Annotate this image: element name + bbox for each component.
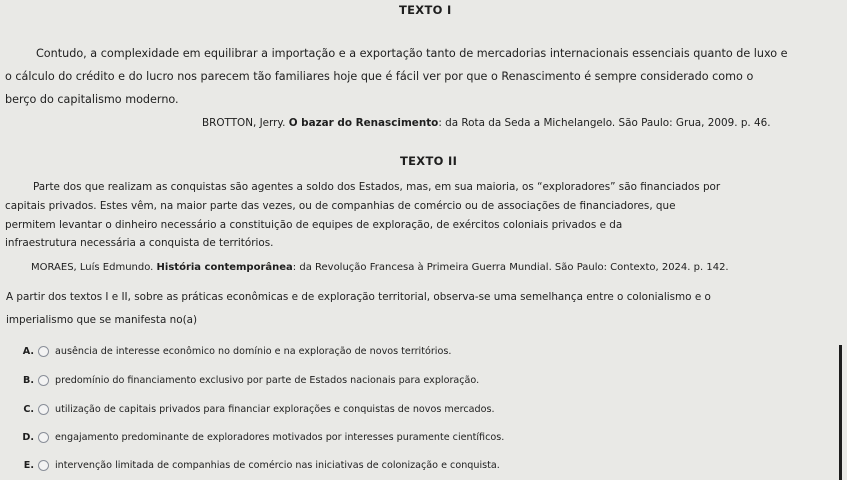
texto-1-line: berço do capitalismo moderno.: [5, 93, 179, 106]
radio-bubble-icon[interactable]: [38, 346, 49, 357]
radio-bubble-icon[interactable]: [38, 375, 49, 386]
question-stem-line: imperialismo que se manifesta no(a): [6, 314, 198, 326]
question-stem-line: A partir dos textos I e II, sobre as práticas econômicas e de exploração territorial, observa-se uma semelhança entre o colonialismo e o: [6, 291, 711, 303]
reference-details: : da Revolução Francesa à Primeira Guerra Mundial. São Paulo: Contexto, 2024. p. 142.: [292, 262, 729, 273]
option-d[interactable]: [14, 430, 504, 444]
option-e[interactable]: [14, 458, 500, 472]
radio-bubble-icon[interactable]: [38, 432, 49, 443]
texto-2-title: TEXTO II: [400, 154, 458, 168]
reference-title: História contemporânea: [156, 262, 293, 273]
option-text: ausência de interesse econômico no domínio e na exploração de novos territórios.: [55, 345, 452, 357]
option-a[interactable]: [14, 344, 451, 358]
option-letter: D.: [22, 431, 34, 443]
texto-1-title: TEXTO I: [399, 3, 452, 17]
radio-bubble-icon[interactable]: [38, 404, 49, 415]
reference-author: BROTTON, Jerry.: [202, 117, 289, 129]
option-text: utilização de capitais privados para financiar explorações e conquistas de novos mercados.: [55, 403, 495, 415]
texto-2-line: Parte dos que realizam as conquistas são agentes a soldo dos Estados, mas, em sua maioria, os “exploradores” são financiados por: [33, 181, 721, 193]
texto-2-line: permitem levantar o dinheiro necessário a constituição de equipes de exploração, de exércitos coloniais privados e da: [5, 219, 623, 231]
option-letter: C.: [23, 403, 34, 415]
radio-bubble-icon[interactable]: [38, 460, 49, 471]
option-letter: A.: [22, 345, 34, 357]
reference-author: MORAES, Luís Edmundo.: [31, 262, 157, 273]
option-text: intervenção limitada de companhias de comércio nas iniciativas de colonização e conquista.: [55, 459, 500, 471]
option-letter: B.: [23, 374, 34, 386]
texto-2-line: capitais privados. Estes vêm, na maior parte das vezes, ou de companhias de comércio ou de associações de financiadores, que: [5, 200, 676, 212]
option-text: predomínio do financiamento exclusivo por parte de Estados nacionais para exploração.: [55, 374, 480, 386]
reference-details: : da Rota da Seda a Michelangelo. São Paulo: Grua, 2009. p. 46.: [438, 117, 771, 129]
texto-2-line: infraestrutura necessária a conquista de territórios.: [5, 237, 274, 249]
option-c[interactable]: [14, 402, 495, 416]
texto-1-line: Contudo, a complexidade em equilibrar a importação e a exportação tanto de mercadorias internacionais essenciais quanto de luxo e: [36, 47, 788, 60]
texto-1-reference: [202, 117, 771, 129]
option-letter: E.: [23, 459, 34, 471]
reference-title: O bazar do Renascimento: [288, 117, 439, 129]
texto-2-reference: [31, 262, 729, 273]
texto-1-line: o cálculo do crédito e do lucro nos parecem tão familiares hoje que é fácil ver por que o Renascimento é sempre considerado como o: [5, 70, 754, 83]
page-edge-divider: [839, 345, 842, 480]
option-text: engajamento predominante de exploradores motivados por interesses puramente científicos.: [55, 431, 505, 443]
option-b[interactable]: [14, 373, 479, 387]
